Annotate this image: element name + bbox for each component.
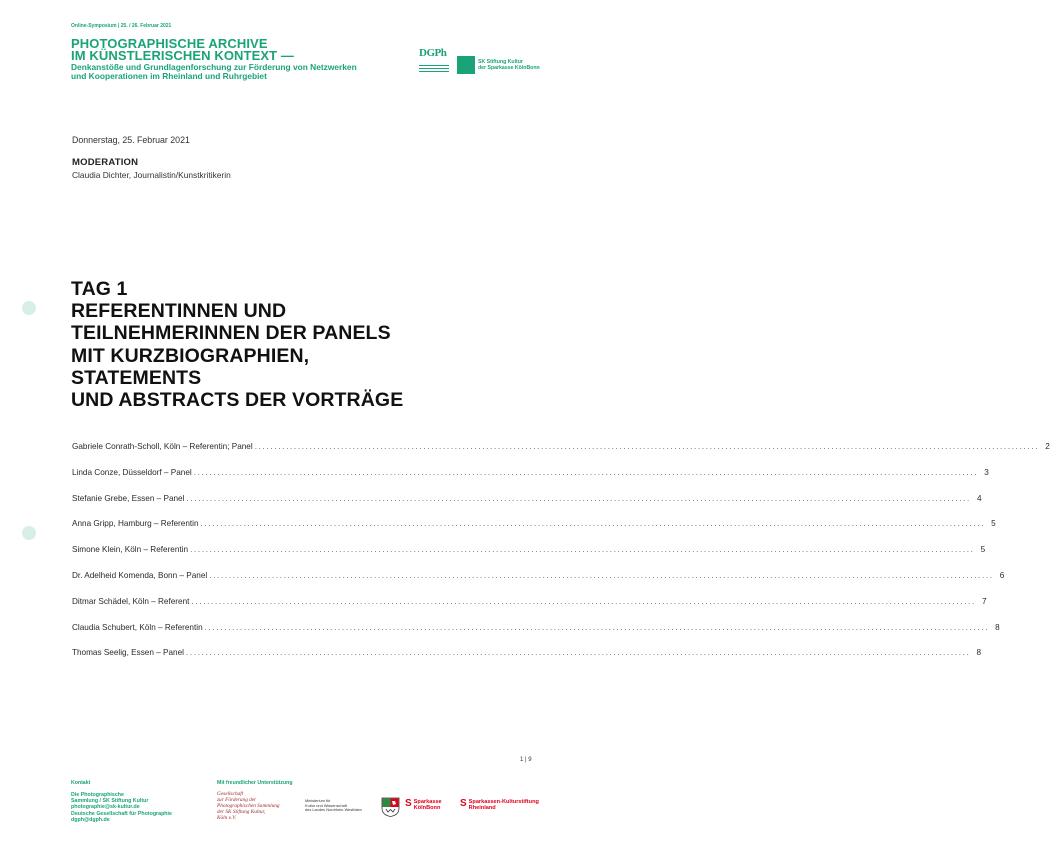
photo-society-line: Gesellschaft <box>217 791 244 797</box>
toc-entry-name: Gabriele Conrath-Scholl, Köln – Referentin; Panel <box>72 442 253 451</box>
heading-line-1: TAG 1 <box>71 278 128 300</box>
contact-line: Die Photographische <box>71 792 124 798</box>
toc-leader-dots: ........................................................................................................................................................................................................ <box>200 519 986 529</box>
sparkasse-koelnbonn-logo <box>405 799 442 812</box>
toc-entry-page: 5 <box>980 545 986 555</box>
toc-entry-name: Anna Gripp, Hamburg – Referentin <box>72 519 199 529</box>
photo-society-logo <box>217 791 280 821</box>
toc-entry[interactable] <box>72 442 1050 468</box>
toc-entry[interactable] <box>72 467 989 494</box>
sparkasse-s-icon: S <box>405 798 412 809</box>
toc-leader-dots: ........................................................................................................................................................................................................ <box>190 545 975 555</box>
photo-society-line: Photographischen Sammlung <box>217 803 280 809</box>
toc-entry[interactable] <box>72 622 1000 649</box>
toc-entry-name: Dr. Adelheid Komenda, Bonn – Panel <box>72 570 208 580</box>
decorative-circle-top <box>22 301 36 315</box>
sparkasse-logo-line: Sparkasse <box>413 799 442 805</box>
toc-leader-dots: ........................................................................................................................................................................................................ <box>193 467 979 477</box>
decorative-circle-bottom <box>22 526 36 540</box>
toc-entry-name: Thomas Seelig, Essen – Panel <box>72 648 184 658</box>
toc-leader-dots: ........................................................................................................................................................................................................ <box>185 648 971 658</box>
toc-entry-name: Linda Conze, Düsseldorf – Panel <box>72 467 192 477</box>
ministry-line: Ministerium für <box>305 798 331 803</box>
dgph-logo-text: DGPh <box>419 47 447 59</box>
toc-entry-name: Ditmar Schädel, Köln – Referent <box>72 596 190 606</box>
support-label: Mit freundlicher Unterstützung <box>217 780 293 786</box>
contact-label: Kontakt <box>71 780 91 786</box>
contact-line: Deutsche Gesellschaft für Photographie <box>71 810 172 817</box>
photo-society-line: der SK Stiftung Kultur, <box>217 809 266 815</box>
heading-line-4: MIT KURZBIOGRAPHIEN, <box>71 344 310 367</box>
kulturstiftung-logo-line: Rheinland <box>468 805 496 812</box>
symposium-subtitle-line-1: Denkanstöße und Grundlagenforschung zur Förderung von Netzwerken <box>71 62 357 72</box>
symposium-title-line-1: PHOTOGRAPHISCHE ARCHIVE <box>71 36 268 51</box>
event-line: Online-Symposium | 25. / 26. Februar 2021 <box>71 23 172 29</box>
toc-entry-page: 4 <box>976 493 982 503</box>
page-heading <box>71 278 491 411</box>
nrw-crest-icon <box>381 797 400 817</box>
ministry-logo-text <box>305 799 362 813</box>
toc-leader-dots: ........................................................................................................................................................................................................ <box>254 442 1040 451</box>
toc-entry-page: 5 <box>991 519 996 529</box>
toc-entry[interactable] <box>72 596 987 623</box>
toc-entry-name: Claudia Schubert, Köln – Referentin <box>72 622 203 632</box>
toc-entry[interactable] <box>72 648 982 674</box>
sparkassen-kulturstiftung-logo <box>460 799 539 812</box>
toc-entry-page: 8 <box>976 648 982 658</box>
toc-entry-page: 3 <box>984 467 989 477</box>
contact-email[interactable]: photographie@sk-kultur.de <box>71 804 140 811</box>
sparkasse-s-icon: S <box>460 798 467 809</box>
sk-logo-square <box>457 56 475 74</box>
ministry-line: des Landes Nordrhein-Westfalen <box>305 807 362 813</box>
symposium-subtitle-line-2: und Kooperationen im Rheinland und Ruhrgebiet <box>71 71 267 82</box>
toc-entry[interactable] <box>72 519 996 545</box>
ministry-line: Kultur und Wissenschaft <box>305 802 347 808</box>
toc-leader-dots: ........................................................................................................................................................................................................ <box>209 570 994 580</box>
toc-leader-dots: ........................................................................................................................................................................................................ <box>204 622 990 632</box>
kulturstiftung-logo-line: Sparkassen-Kulturstiftung <box>468 799 539 805</box>
symposium-title-line-2: IM KÜNSTLERISCHEN KONTEXT — <box>71 48 294 63</box>
toc-entry[interactable] <box>72 570 1005 597</box>
symposium-title-block <box>71 38 411 82</box>
table-of-contents <box>72 442 1050 674</box>
sk-stiftung-logo <box>457 56 540 74</box>
toc-entry-page: 7 <box>981 596 987 606</box>
toc-entry[interactable] <box>72 545 986 571</box>
heading-line-6: UND ABSTRACTS DER VORTRÄGE <box>71 389 404 412</box>
sparkasse-logo-line: KölnBonn <box>413 805 441 812</box>
heading-line-3: TEILNEHMERINNEN DER PANELS <box>71 322 391 345</box>
toc-leader-dots: ........................................................................................................................................................................................................ <box>186 493 971 503</box>
moderator-name: Claudia Dichter, Journalistin/Kunstkritikerin <box>72 170 231 180</box>
toc-entry[interactable] <box>72 493 982 520</box>
toc-entry-page: 8 <box>995 622 1000 632</box>
toc-entry-page: 2 <box>1045 442 1050 451</box>
photo-society-line: zur Förderung der <box>217 797 257 803</box>
toc-entry-name: Simone Klein, Köln – Referentin <box>72 545 189 555</box>
contact-line: Sammlung / SK Stiftung Kultur <box>71 798 149 805</box>
toc-entry-name: Stefanie Grebe, Essen – Panel <box>72 493 185 503</box>
sk-logo-line-2: der Sparkasse KölnBonn <box>478 65 540 71</box>
page-number: 1 | 9 <box>520 757 532 763</box>
session-date: Donnerstag, 25. Februar 2021 <box>72 135 190 145</box>
contact-block <box>71 792 172 823</box>
dgph-logo-lines <box>419 65 449 72</box>
toc-entry-page: 6 <box>999 570 1005 580</box>
heading-line-5: STATEMENTS <box>71 366 202 389</box>
moderation-label: MODERATION <box>72 157 139 168</box>
toc-leader-dots: ........................................................................................................................................................................................................ <box>191 596 976 606</box>
heading-line-2: REFERENTINNEN UND <box>71 300 287 323</box>
photo-society-line: Köln e.V. <box>217 815 237 821</box>
dgph-logo <box>419 47 449 75</box>
contact-email[interactable]: dgph@dgph.de <box>71 816 110 823</box>
sk-logo-line-1: SK Stiftung Kultur <box>478 59 523 65</box>
